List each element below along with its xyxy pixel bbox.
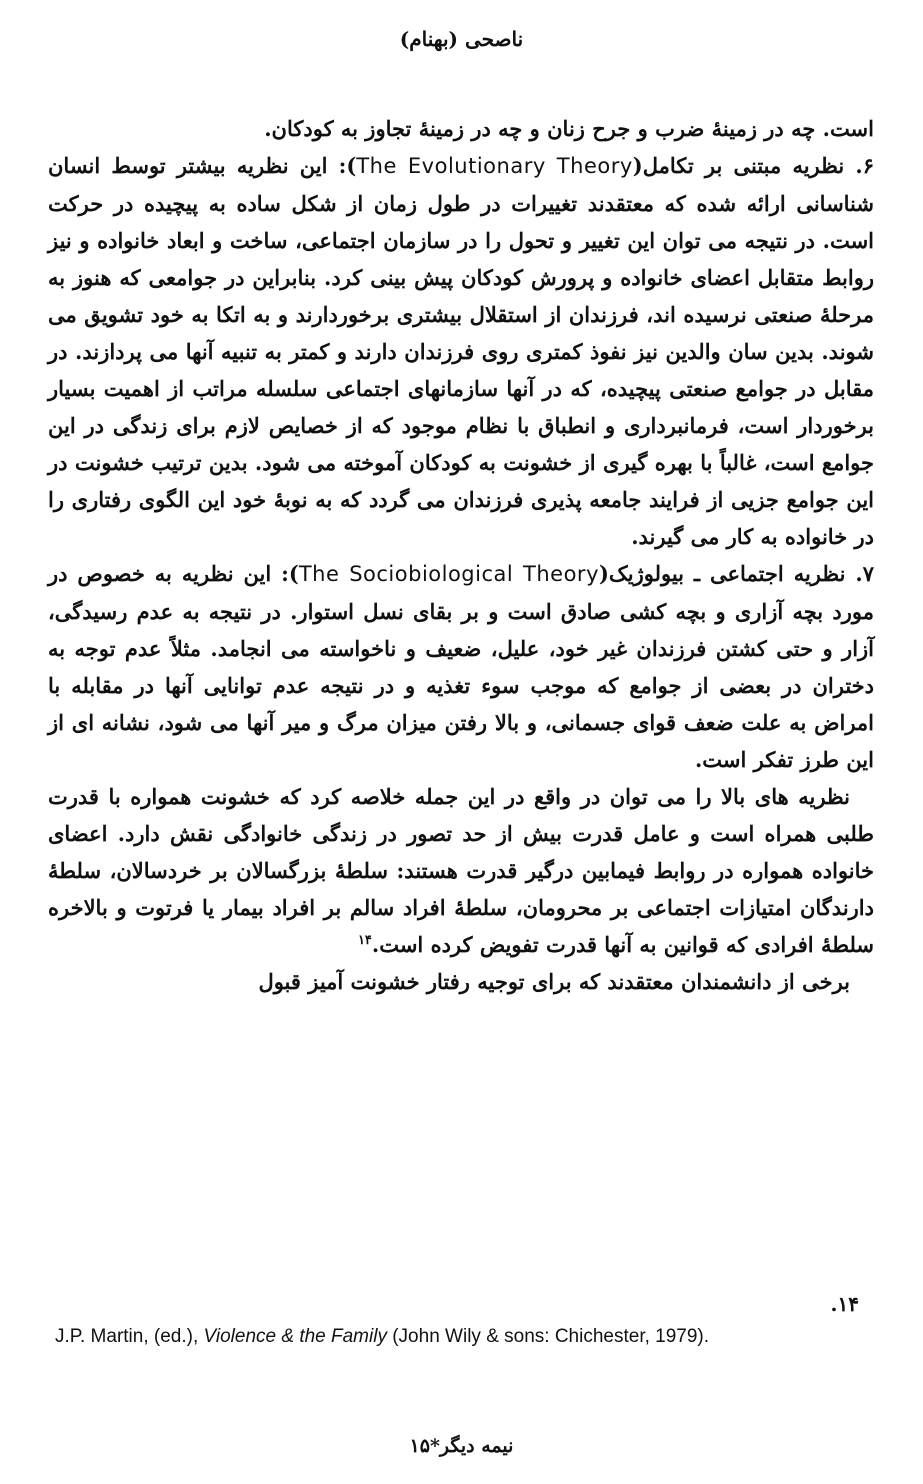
paragraph-sociobiological-theory [48, 555, 874, 778]
paragraph-closing: برخی از دانشمندان معتقدند که برای توجیه رفتار خشونت آمیز قبول [258, 969, 850, 994]
section-7-body: ): این نظریه به خصوص در مورد بچه آزاری و بچه کشی صادق است و بر بقای نسل استوار. در نتیجه به عدم رسیدگی، آزار و حتی کشتن فرزندان غیر خود، علیل، ضعیف و ناخواسته می انجامد. مثلاً عدم توجه به دختران در بعضی از جوامع که موجب سوء تغذیه و در نتیجه عدم توانایی آنها در مقابله با امراض به علت ضعف قوای جسمانی، و بالا رفتن میزان مرگ و میر آنها می شود، نشانه ای از این طرز تفکر است. [48, 561, 874, 772]
paragraph-evolutionary-theory [48, 147, 874, 555]
section-7-lead: ۷. نظریه اجتماعی ـ بیولوژیک( [599, 561, 874, 586]
summary-text: نظریه های بالا را می توان در واقع در این جمله خلاصه کرد که خشونت همواره با قدرت طلبی همراه است و عامل قدرت بیش از حد تصور در زندگی خانوادگی نقش دارد. اعضای خانواده همواره در روابط فیمابین درگیر قدرت هستند: سلطهٔ بزرگسالان بر خردسالان، سلطهٔ دارندگان امتیازات اجتماعی بر محرومان، سلطهٔ افراد سالم بر افراد بیمار یا فرتوت و بالاخره سلطهٔ افرادی که قوانین به آنها قدرت تفویض کرده است. [48, 784, 874, 957]
footnote-reference: ۱۴ [357, 933, 372, 948]
footnote-citation [55, 1326, 855, 1347]
running-header: ناصحی (بهنام) [399, 27, 524, 51]
footnote-number: ۱۴. [830, 1292, 859, 1316]
section-6-body: ): این نظریه بیشتر توسط انسان شناسانی ارائه شده که معتقدند تغییرات در طول زمان از شکل ساده به پیچیده در حرکت است. در نتیجه می توان این تغییر و تحول را در سازمان اجتماعی، ساخت و ابعاد خانواده و نیز روابط متقابل اعضای خانواده و پرورش کودکان پیش بینی کرد. بنابراین در جوامعی که هنوز به مرحلهٔ صنعتی نرسیده اند، فرزندان از استقلال بیشتری برخوردارند و به اتکا به خود تشویق می شوند. بدین سان والدین نیز نفوذ کمتری روی فرزندان دارند و کمتر به تنبیه آنها می پردازند. در مقابل در جوامع صنعتی پیچیده، که در آنها سازمانهای اجتماعی سلسله مراتب از اهمیت بسیار برخوردار است، فرمانبرداری و انطباق با نظام موجود که از خصایص لازم برای زندگی در این جوامع است، غالباً با بهره گیری از خشونت به کودکان آموخته می شود. بدین ترتیب خشونت در این جوامع جزیی از فرایند جامعه پذیری فرزندان می گردد که به نوبهٔ خود این الگوی رفتاری را در خانواده به کار می گیرند. [48, 153, 874, 549]
term-evolutionary-theory: The Evolutionary Theory [356, 154, 633, 178]
term-sociobiological-theory: The Sociobiological Theory [298, 562, 599, 586]
footnote-title: Violence & the Family [203, 1326, 387, 1347]
page-footer: نیمه دیگر*۱۵ [409, 1435, 514, 1457]
body-text [48, 110, 874, 1000]
paragraph-continuation: است. چه در زمینهٔ ضرب و جرح زنان و چه در زمینهٔ تجاوز به کودکان. [264, 116, 874, 141]
footnote-publisher: (John Wily & sons: Chichester, 1979). [392, 1326, 710, 1347]
footnote-author: J.P. Martin, (ed.), [55, 1326, 199, 1347]
section-6-lead: ۶. نظریه مبتنی بر تکامل( [632, 153, 874, 178]
paragraph-summary [48, 778, 874, 963]
